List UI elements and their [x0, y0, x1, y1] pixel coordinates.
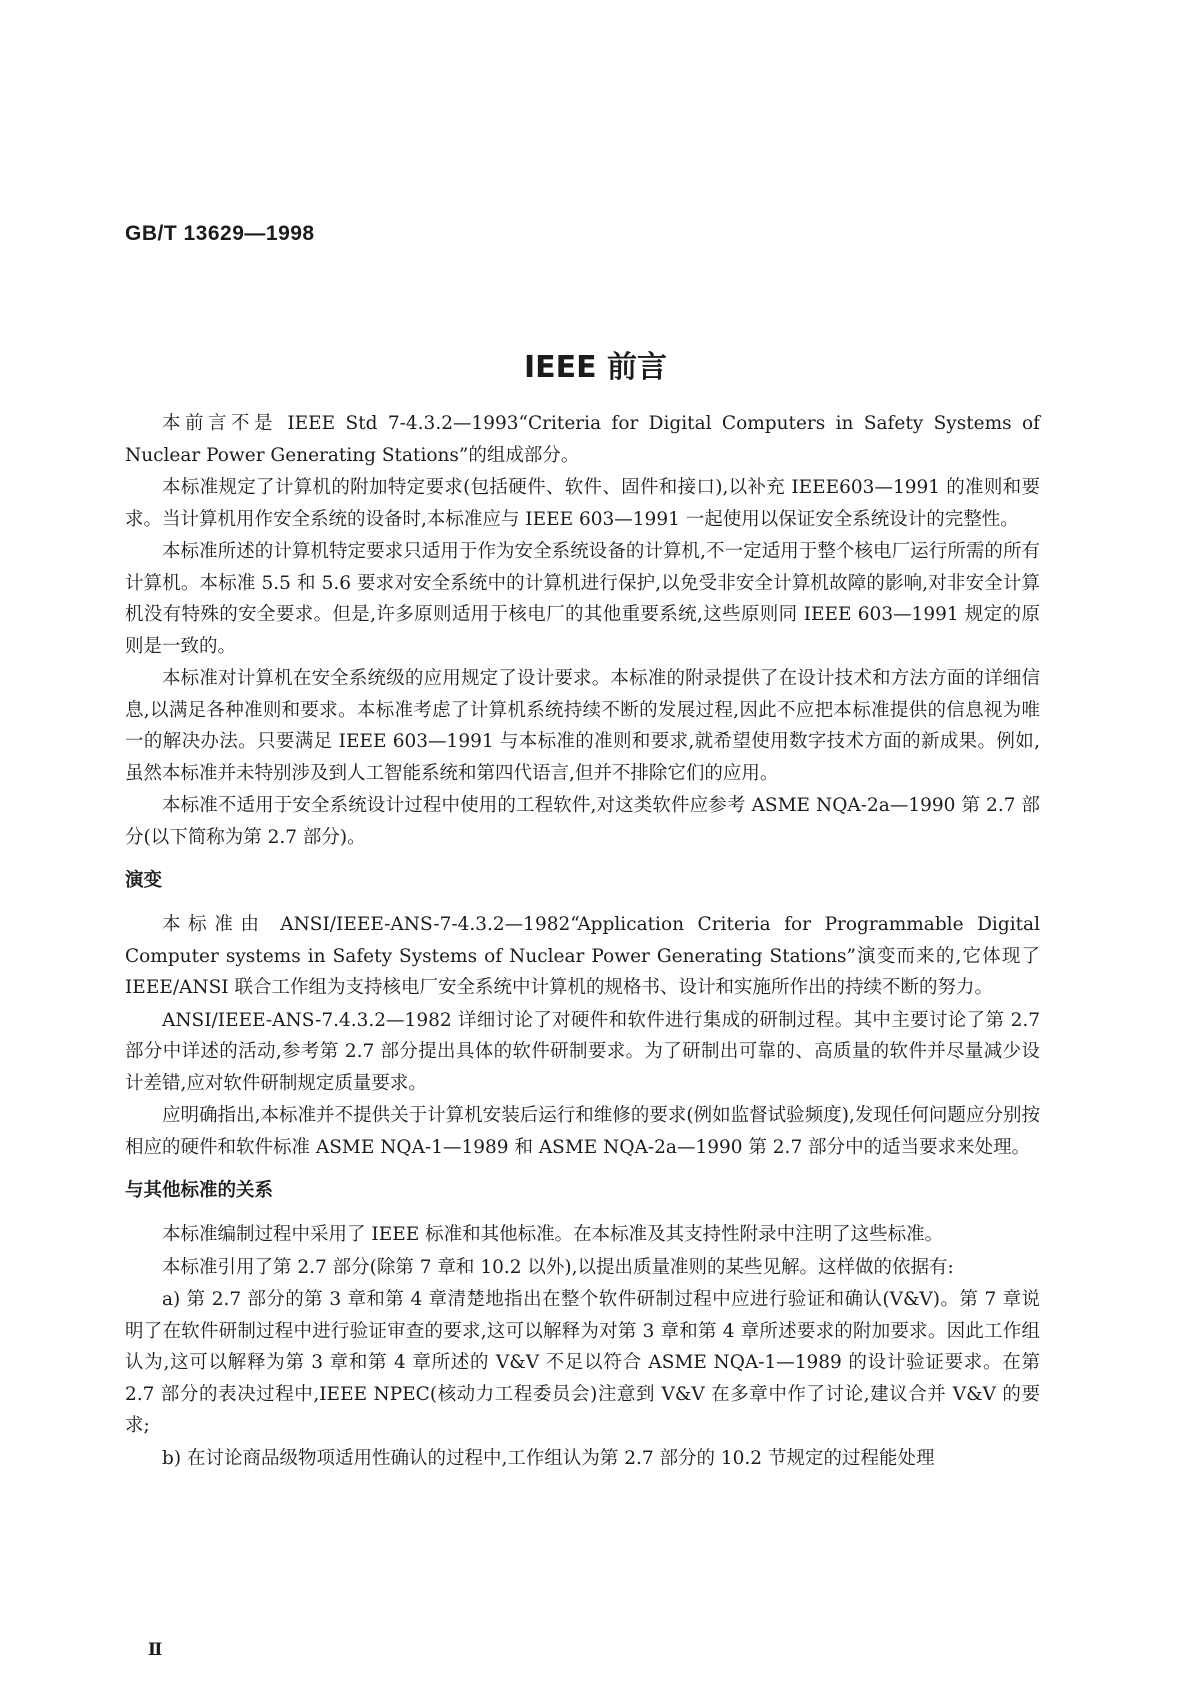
foreword-body — [125, 408, 1040, 1475]
page-title: IEEE 前言 — [523, 350, 668, 385]
paragraph: 本标准所述的计算机特定要求只适用于作为安全系统设备的计算机,不一定适用于整个核电厂运行所需的所有计算机。本标准 5.5 和 5.6 要求对安全系统中的计算机进行保护,以免受非安全计算机故障的影响,对非安全计算机没有特殊的安全要求。但是,许多原则适用于核电厂的其他重要系统,这些原则同 IEEE 603—1991 规定的原则是一致的。 — [125, 541, 1040, 657]
paragraph: ANSI/IEEE-ANS-7.4.3.2—1982 详细讨论了对硬件和软件进行集成的研制过程。其中主要讨论了第 2.7 部分中详述的活动,参考第 2.7 部分提出具体的软件研制要求。为了研制出可靠的、高质量的软件并尽量减少设计差错,应对软件研制规定质量要求。 — [125, 1009, 1040, 1094]
section-heading-evolution: 演变 — [125, 870, 163, 891]
list-item: a) 第 2.7 部分的第 3 章和第 4 章清楚地指出在整个软件研制过程中应进行验证和确认(V&V)。第 7 章说明了在软件研制过程中进行验证审查的要求,这可以解释为对第 3 章和第 4 章所述要求的附加要求。因此工作组认为,这可以解释为第 3 章和第 4 章所述的 V&V 不足以符合 ASME NQA-1—1989 的设计验证要求。在第 2.7 部分的表决过程中,IEEE NPEC(核动力工程委员会)注意到 V&V 在多章中作了讨论,建议合并 V&V 的要求; — [125, 1289, 1040, 1436]
paragraph: 本标准引用了第 2.7 部分(除第 7 章和 10.2 以外),以提出质量准则的某些见解。这样做的依据有: — [162, 1256, 954, 1278]
standard-code: GB/T 13629—1998 — [125, 222, 315, 245]
paragraph: 本标准编制过程中采用了 IEEE 标准和其他标准。在本标准及其支持性附录中注明了这些标准。 — [162, 1224, 944, 1245]
paragraph: 本标准不适用于安全系统设计过程中使用的工程软件,对这类软件应参考 ASME NQA-2a—1990 第 2.7 部分(以下简称为第 2.7 部分)。 — [125, 795, 1040, 848]
paragraph: 本标准对计算机在安全系统级的应用规定了设计要求。本标准的附录提供了在设计技术和方法方面的详细信息,以满足各种准则和要求。本标准考虑了计算机系统持续不断的发展过程,因此不应把本标准提供的信息视为唯一的解决办法。只要满足 IEEE 603—1991 与本标准的准则和要求,就希望使用数字技术方面的新成果。例如,虽然本标准并未特别涉及到人工智能系统和第四代语言,但并不排除它们的应用。 — [125, 668, 1040, 784]
section-heading-relation: 与其他标准的关系 — [125, 1180, 274, 1201]
list-item: b) 在讨论商品级物项适用性确认的过程中,工作组认为第 2.7 部分的 10.2 节规定的过程能处理 — [162, 1447, 935, 1469]
page-number: Ⅱ — [148, 1640, 163, 1660]
paragraph: 本标准由 ANSI/IEEE-ANS-7-4.3.2—1982“Application Criteria for Programmable Digital Computer systems in Safety Systems of Nuclear Power Generating Stations”演变而来的,它体现了 IEEE/ANSI 联合工作组为支持核电厂安全系统中计算机的规格书、设计和实施所作出的持续不断的努力。 — [125, 914, 1040, 998]
paragraph: 本标准规定了计算机的附加特定要求(包括硬件、软件、固件和接口),以补充 IEEE603—1991 的准则和要求。当计算机用作安全系统的设备时,本标准应与 IEEE 603—1991 一起使用以保证安全系统设计的完整性。 — [125, 477, 1040, 530]
paragraph: 本前言不是 IEEE Std 7-4.3.2—1993“Criteria for Digital Computers in Safety Systems of Nuclear Power Generating Stations”的组成部分。 — [125, 413, 1040, 466]
paragraph: 应明确指出,本标准并不提供关于计算机安装后运行和维修的要求(例如监督试验频度),发现任何问题应分别按相应的硬件和软件标准 ASME NQA-1—1989 和 ASME NQA-2a—1990 第 2.7 部分中的适当要求来处理。 — [125, 1105, 1040, 1158]
